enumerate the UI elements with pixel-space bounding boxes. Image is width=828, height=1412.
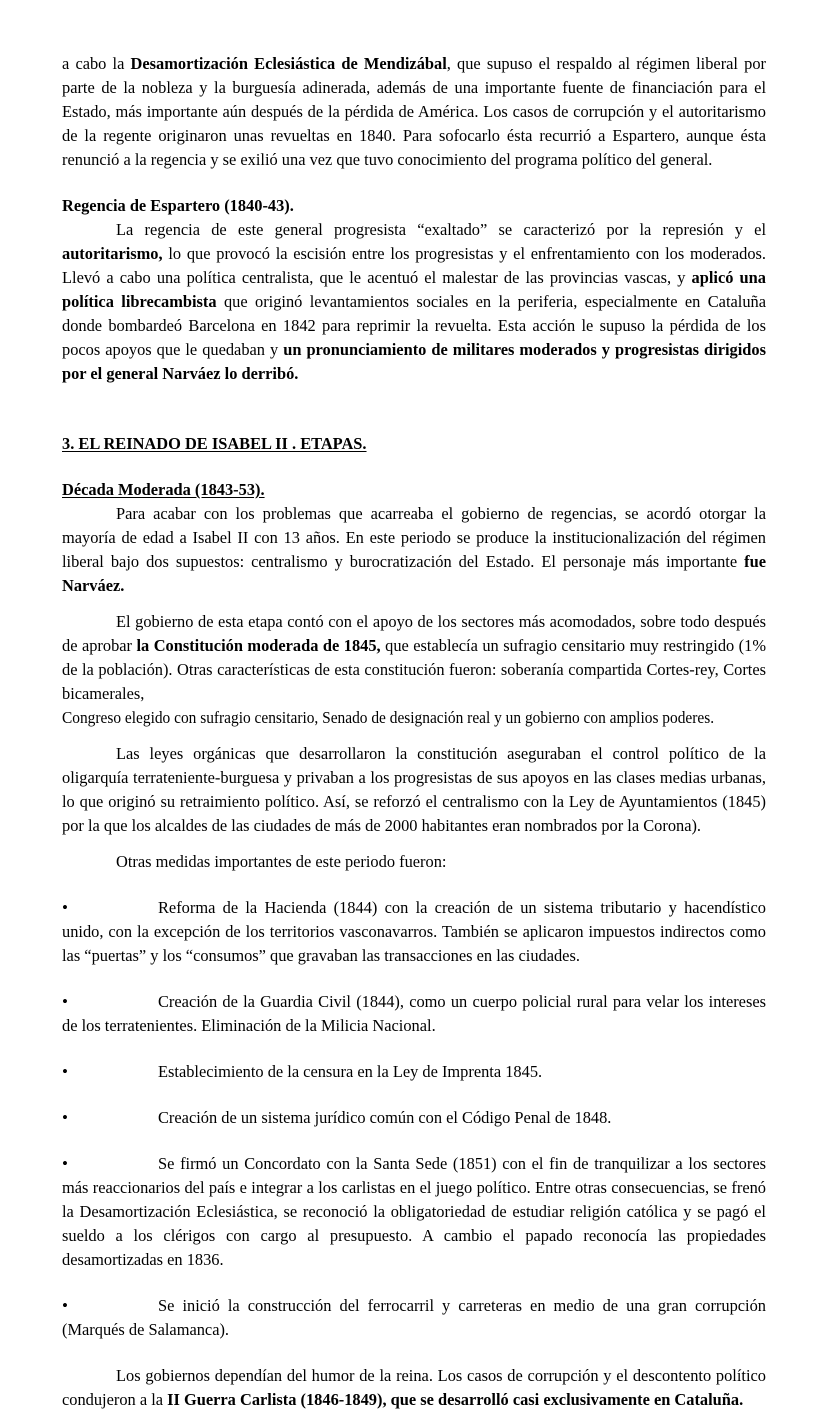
bullet-point-icon: • — [62, 1108, 68, 1127]
text-segment-a: El gobierno de esta etapa contó con el apoyo de los sectores más acomodados, sobre todo después de aprobar — [62, 612, 766, 655]
list-item-text: Se inició la construcción del ferrocarril y carreteras en medio de una gran corrupción (Marqués de Salamanca). — [62, 1296, 766, 1339]
paragraph-desamortizacion — [62, 52, 766, 172]
spacer — [62, 386, 766, 432]
list-item-text: Creación de la Guardia Civil (1844), como un cuerpo policial rural para velar los intereses de los terratenientes. Eliminación de la Milicia Nacional. — [62, 992, 766, 1035]
paragraph-decada-moderada — [62, 502, 766, 598]
spacer — [62, 874, 766, 896]
list-item — [62, 990, 766, 1038]
spacer — [62, 172, 766, 194]
list-item — [62, 896, 766, 968]
paragraph-gobierno-constitucion-1845 — [62, 610, 766, 706]
bold-fue-narvaez: fue Narváez. — [62, 552, 766, 595]
spacer — [62, 838, 766, 850]
list-item — [62, 1152, 766, 1272]
paragraph-regencia-espartero — [62, 218, 766, 386]
bold-ii-guerra-carlista: II Guerra Carlista (1846-1849), que se desarrolló casi exclusivamente en Cataluña. — [167, 1390, 744, 1409]
text-segment-a: Para acabar con los problemas que acarreaba el gobierno de regencias, se acordó otorgar la mayoría de edad a Isabel II con 13 años. En este periodo se produce la institucionalización del régimen liberal bajo dos supuestos: centralismo y burocratización del Estado. El personaje más importante — [62, 504, 766, 571]
bold-pronunciamiento-narvaez: un pronunciamiento de militares moderados y progresistas dirigidos por el general Narváez lo derribó. — [62, 340, 766, 383]
paragraph-text-rest: , que supuso el respaldo al régimen liberal por parte de la nobleza y la burguesía adinerada, además de una importante fuente de financiación para el Estado, más importante aún después de la pérdida de América. Los casos de corrupción y el autoritarismo de la regente originaron unas revueltas en 1840. Para sofocarlo ésta recurrió a Espartero, aunque ésta renunció a la regencia y se exilió una vez que tuvo conocimiento del programa político del general. — [62, 54, 766, 169]
bullet-point-icon: • — [62, 1296, 68, 1315]
paragraph-gobierno-continuation — [62, 706, 766, 730]
paragraph-otras-medidas-intro: Otras medidas importantes de este periodo fueron: — [116, 852, 447, 871]
text-segment-a: Los gobiernos dependían del humor de la reina. Los casos de corrupción y el descontento político condujeron a la — [62, 1366, 766, 1409]
document-body — [62, 52, 766, 1412]
bold-autoritarismo: autoritarismo, — [62, 244, 163, 263]
text-segment-a: La regencia de este general progresista “exaltado” se caracterizó por la represión y el — [116, 220, 766, 239]
bullet-point-icon: • — [62, 1154, 68, 1173]
list-item-text: Creación de un sistema jurídico común con el Código Penal de 1848. — [158, 1108, 612, 1127]
bullet-point-icon: • — [62, 898, 68, 917]
text-segment-c: que establecía un sufragio censitario muy restringido (1% de la población). Otras características de esta constitución fueron: soberanía compartida Cortes-rey, Cortes bicamerales, — [62, 636, 766, 703]
list-item-text: Establecimiento de la censura en la Ley de Imprenta 1845. — [158, 1062, 543, 1081]
bullet-point-icon: • — [62, 992, 68, 1011]
list-item — [62, 1060, 766, 1084]
paragraph-text-lead: a cabo la — [62, 54, 131, 73]
heading-decada-moderada: Década Moderada (1843-53). — [62, 480, 265, 499]
paragraph-leyes-organicas: Las leyes orgánicas que desarrollaron la constitución aseguraban el control político de la oligarquía terrateniente-burguesa y privaban a los progresistas de sus apoyos en las clases medias urbanas, lo que originó su retraimiento político. Así, se reforzó el centralismo con la Ley de Ayuntamientos (1845) por la que los alcaldes de las ciudades de más de 2000 habitantes eran nombrados por la Corona). — [62, 744, 766, 835]
spacer — [62, 730, 766, 742]
text-segment-c: lo que provocó la escisión entre los progresistas y el enfrentamiento con los moderados. Llevó a cabo una política centralista, que le acentuó el malestar de las provincias vascas, y — [62, 244, 766, 287]
list-item-text: Se firmó un Concordato con la Santa Sede (1851) con el fin de tranquilizar a los sectores más reaccionarios del país e integrar a los carlistas en el juego político. Entre otras consecuencias, se frenó la Desamortización Eclesiástica, se reconoció la obligatoriedad de estudiar religión católica y se pagó el sueldo a los clérigos con cargo al presupuesto. A cambio el papado reconocía las propiedades desamortizadas en 1836. — [62, 1154, 766, 1269]
text-segment-d-condensed: Congreso elegido con sufragio censitario, Senado de designación real y un gobierno con amplios poderes. — [62, 708, 715, 727]
bullet-point-icon: • — [62, 1062, 68, 1081]
bold-constitucion-moderada-1845: la Constitución moderada de 1845, — [136, 636, 381, 655]
paragraph-gobiernos-guerra-carlista — [62, 1364, 766, 1412]
spacer — [62, 456, 766, 478]
bold-politica-librecambista: aplicó una política librecambista — [62, 268, 766, 311]
bold-desamortizacion-mendizabal: Desamortización Eclesiástica de Mendizábal — [130, 54, 447, 73]
list-item — [62, 1106, 766, 1130]
list-item — [62, 1294, 766, 1342]
measures-bullet-list — [62, 896, 766, 1342]
text-segment-e: que originó levantamientos sociales en la periferia, especialmente en Cataluña donde bombardeó Barcelona en 1842 para reprimir la revuelta. Esta acción le supuso la pérdida de los pocos apoyos que le quedaban y — [62, 292, 766, 359]
spacer — [62, 1342, 766, 1364]
list-item-text: Reforma de la Hacienda (1844) con la creación de un sistema tributario y hacendístico unido, con la excepción de los territorios vasconavarros. También se aplicaron impuestos indirectos como las “puertas” y los “consumos” que gravaban las transacciones en las ciudades. — [62, 898, 766, 965]
spacer — [62, 598, 766, 610]
heading-section-3-reinado-isabel-ii: 3. EL REINADO DE ISABEL II . ETAPAS. — [62, 434, 367, 453]
heading-regencia-espartero: Regencia de Espartero (1840-43). — [62, 196, 294, 215]
